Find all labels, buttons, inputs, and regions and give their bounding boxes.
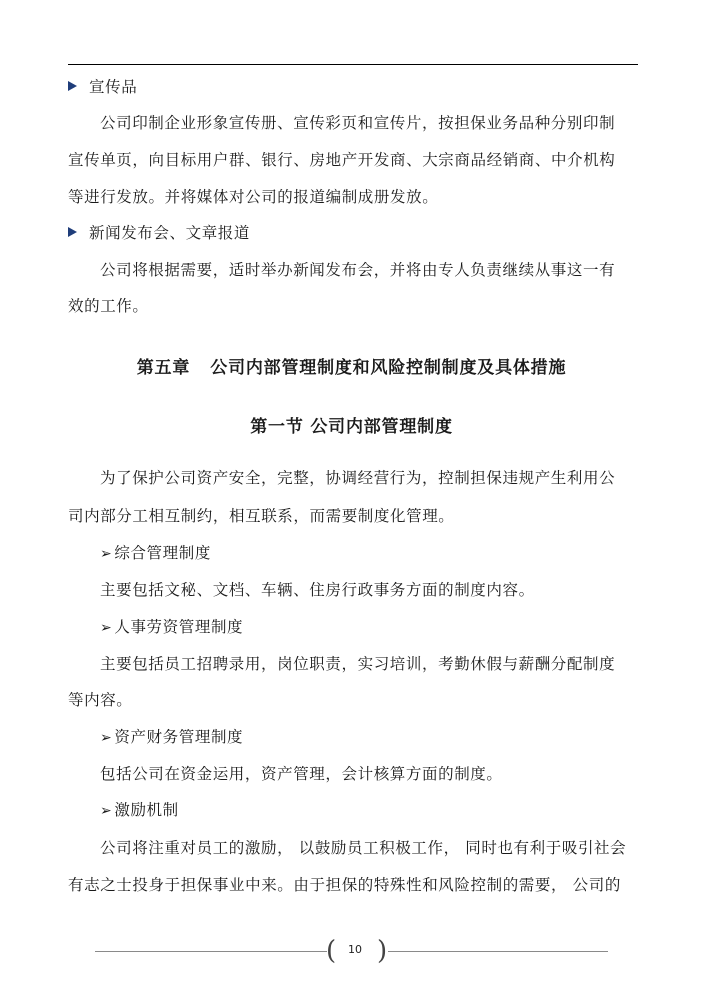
paragraph-line: 公司将注重对员工的激励， 以鼓励员工积极工作， 同时也有利于吸引社会 (100, 839, 627, 857)
chevron-right-icon: ➢ (100, 803, 113, 819)
item-heading-finance-management (100, 727, 680, 748)
bullet-heading-text: 新闻发布会、文章报道 (89, 224, 251, 242)
item-heading-text: 人事劳资管理制度 (114, 618, 244, 636)
paragraph-line: 为了保护公司资产安全，完整，协调经营行为，控制担保违规产生利用公 (100, 469, 616, 487)
chapter-title: 第五章 公司内部管理制度和风险控制制度及具体措施 (136, 358, 567, 378)
item-heading-text: 激励机制 (114, 801, 179, 819)
triangle-right-icon (68, 81, 77, 91)
left-brace-icon: ( (326, 936, 337, 966)
item-heading-general-management (100, 543, 680, 564)
paragraph-line: 包括公司在资金运用，资产管理，会计核算方面的制度。 (100, 765, 503, 783)
bullet-heading-text: 宣传品 (89, 78, 138, 96)
paragraph-line: 司内部分工相互制约，相互联系，而需要制度化管理。 (68, 507, 455, 525)
chevron-right-icon: ➢ (100, 730, 113, 746)
chevron-right-icon: ➢ (100, 620, 113, 636)
item-heading-text: 综合管理制度 (114, 544, 211, 562)
page-number: 10 (348, 943, 362, 956)
item-heading-incentive (100, 800, 680, 821)
paragraph-line: 公司印制企业形象宣传册、宣传彩页和宣传片，按担保业务品种分别印制 (100, 114, 616, 132)
chevron-right-icon: ➢ (100, 546, 113, 562)
paragraph-line: 有志之士投身于担保事业中来。由于担保的特殊性和风险控制的需要， 公司的 (68, 876, 621, 894)
bullet-heading-press (68, 223, 648, 243)
header-rule (68, 64, 638, 65)
paragraph-line: 等内容。 (68, 691, 133, 709)
paragraph-line: 等进行发放。并将媒体对公司的报道编制成册发放。 (68, 188, 439, 206)
paragraph-line: 公司将根据需要，适时举办新闻发布会，并将由专人负责继续从事这一有 (100, 261, 616, 279)
section-title: 第一节 公司内部管理制度 (250, 417, 453, 437)
bullet-heading-publicity (68, 77, 648, 97)
triangle-right-icon (68, 227, 77, 237)
item-heading-hr-management (100, 617, 680, 638)
paragraph-line: 效的工作。 (68, 297, 149, 315)
paragraph-line: 主要包括员工招聘录用，岗位职责，实习培训，考勤休假与薪酬分配制度 (100, 655, 616, 673)
right-brace-icon: ) (377, 936, 388, 966)
footer-rule-right (388, 951, 608, 952)
footer-rule-left (95, 951, 327, 952)
paragraph-line: 主要包括文秘、文档、车辆、住房行政事务方面的制度内容。 (100, 581, 535, 599)
paragraph-line: 宣传单页，向目标用户群、银行、房地产开发商、大宗商品经销商、中介机构 (68, 151, 616, 169)
item-heading-text: 资产财务管理制度 (114, 728, 244, 746)
